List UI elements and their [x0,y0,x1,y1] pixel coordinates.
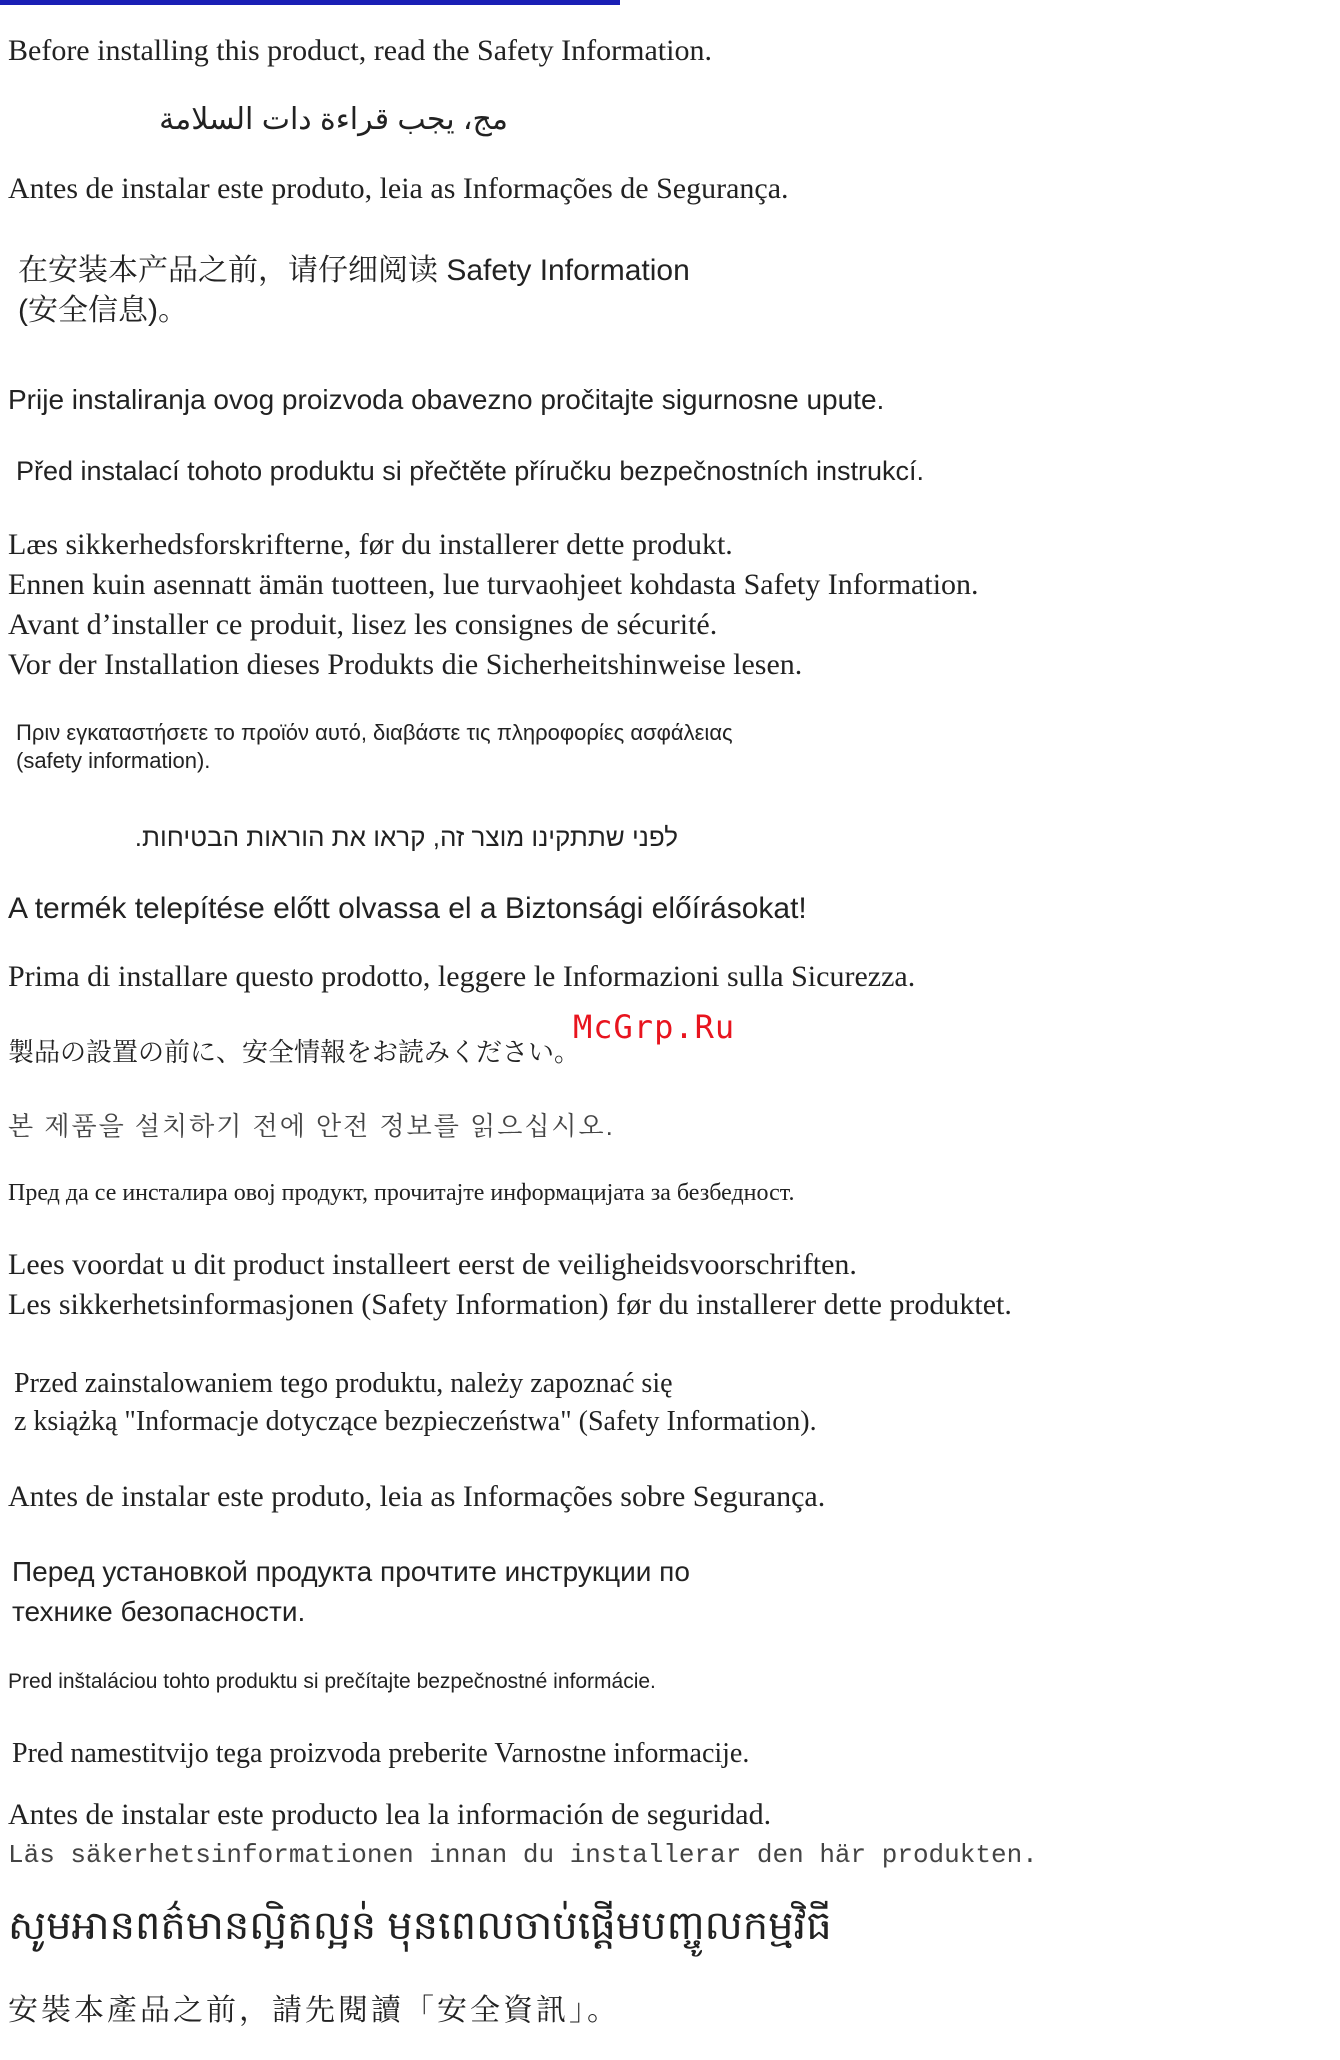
line-czech: Před instalací tohoto produktu si přečtěte příručku bezpečnostních instrukcí. [16,456,924,486]
line-russian-1: Перед установкой продукта прочтите инструкции по [12,1556,690,1587]
line-japanese: 製品の設置の前に、安全情報をお読みください。 [8,1037,581,1067]
line-korean: 본 제품을 설치하기 전에 안전 정보를 읽으십시오. [8,1111,615,1141]
line-macedonian: Пред да се инсталира овој продукт, прочитајте информацијата за безбедност. [8,1180,795,1206]
line-chinese-traditional: 安裝本產品之前，請先閱讀「安全資訊」。 [8,1994,620,2027]
line-polish-2: z książką "Informacje dotyczące bezpieczeństwa" (Safety Information). [14,1406,817,1437]
line-german: Vor der Installation dieses Produkts die Sicherheitshinweise lesen. [8,648,803,681]
line-french: Avant d’installer ce produit, lisez les consignes de sécurité. [8,608,718,641]
line-chinese-simplified-2: (安全信息)。 [18,294,188,327]
line-polish-1: Przed zainstalowaniem tego produktu, należy zapoznać się [14,1368,673,1399]
line-danish: Læs sikkerhedsforskrifterne, før du installerer dette produkt. [8,528,733,561]
line-norwegian: Les sikkerhetsinformasjonen (Safety Information) før du installerer dette produktet. [8,1288,1012,1321]
line-arabic: مج، يجب قراءة دات السلامة [159,103,508,136]
line-finnish: Ennen kuin asennatt ämän tuotteen, lue turvaohjeet kohdasta Safety Information. [8,568,979,601]
line-chinese-simplified-1: 在安装本产品之前，请仔细阅读 Safety Information [18,254,690,287]
line-swedish: Läs säkerhetsinformationen innan du installerar den här produkten. [8,1840,1038,1870]
line-english: Before installing this product, read the Safety Information. [8,34,712,67]
line-russian-2: технике безопасности. [12,1596,306,1627]
line-slovenian: Pred namestitvijo tega proizvoda preberite Varnostne informacije. [12,1738,750,1769]
line-italian: Prima di installare questo prodotto, leggere le Informazioni sulla Sicurezza. [8,960,916,993]
line-croatian: Prije instaliranja ovog proizvoda obavezno pročitajte sigurnosne upute. [8,384,885,415]
line-khmer: សូមអានពត៌មានល្អិតល្អន់ មុនពេលចាប់ផ្តើមបញ្ចូលកម្មវិធី [8,1904,832,1948]
top-rule [0,0,620,5]
line-dutch: Lees voordat u dit product installeert eerst de veiligheidsvoorschriften. [8,1248,857,1281]
line-hungarian: A termék telepítése előtt olvassa el a Biztonsági előírásokat! [8,892,807,925]
line-spanish: Antes de instalar este producto lea la información de seguridad. [8,1798,772,1831]
line-slovak: Pred inštaláciou tohto produktu si prečítajte bezpečnostné informácie. [8,1670,656,1693]
watermark-text: McGrp.Ru [573,1008,736,1046]
line-hebrew: לפני שתתקינו מוצר זה, קראו את הוראות הבטיחות. [134,822,678,852]
line-portuguese-br: Antes de instalar este produto, leia as Informações de Segurança. [8,172,789,205]
line-greek-1: Πριν εγκαταστήσετε το προϊόν αυτό, διαβάστε τις πληροφορίες ασφάλειας [16,720,733,745]
line-portuguese-pt: Antes de instalar este produto, leia as Informações sobre Segurança. [8,1480,826,1513]
line-greek-2: (safety information). [16,748,211,773]
